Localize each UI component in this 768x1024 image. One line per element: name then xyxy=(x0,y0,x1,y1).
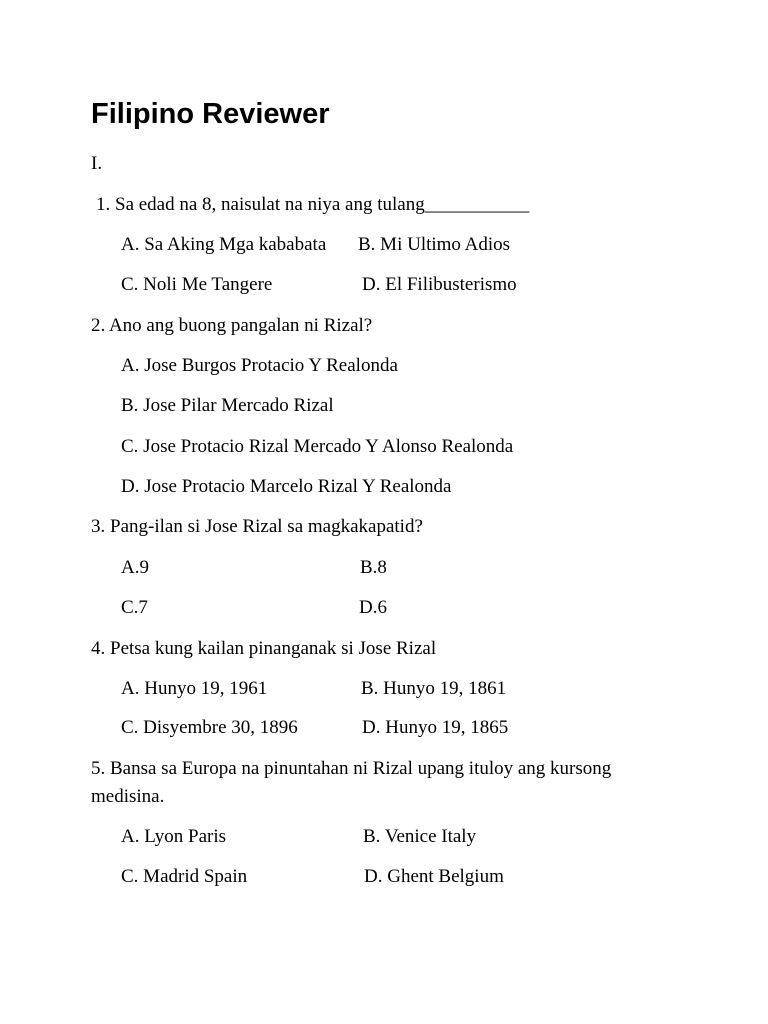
question-number: 2. xyxy=(91,315,106,336)
question-2 xyxy=(91,315,372,337)
choice-3c: C.7 xyxy=(121,597,148,618)
question-number: 5. xyxy=(91,758,106,779)
question-text: Sa edad na 8, naisulat na niya ang tulang___________ xyxy=(115,194,530,215)
section-label: I. xyxy=(91,153,103,174)
choice-5b: B. Venice Italy xyxy=(363,826,477,847)
choice-2a: A. Jose Burgos Protacio Y Realonda xyxy=(121,355,398,376)
question-text: Petsa kung kailan pinanganak si Jose Rizal xyxy=(110,638,437,659)
question-number: 3. xyxy=(91,516,106,537)
choice-3d: D.6 xyxy=(359,597,387,618)
choice-2d: D. Jose Protacio Marcelo Rizal Y Realonda xyxy=(121,476,452,497)
choice-4b: B. Hunyo 19, 1861 xyxy=(361,678,507,699)
question-text: Pang-ilan si Jose Rizal sa magkakapatid? xyxy=(110,516,423,537)
choice-1b: B. Mi Ultimo Adios xyxy=(358,234,511,255)
question-4 xyxy=(91,638,436,660)
choice-1a: A. Sa Aking Mga kababata xyxy=(121,234,327,255)
choice-2c: C. Jose Protacio Rizal Mercado Y Alonso Realonda xyxy=(121,436,514,457)
question-number: 4. xyxy=(91,638,106,659)
choice-4d: D. Hunyo 19, 1865 xyxy=(362,717,509,738)
question-text: Ano ang buong pangalan ni Rizal? xyxy=(108,315,373,336)
question-number: 1. xyxy=(96,194,111,215)
choice-5a: A. Lyon Paris xyxy=(121,826,227,847)
question-3 xyxy=(91,516,423,538)
page-title: Filipino Reviewer xyxy=(91,98,330,130)
choice-3a: A.9 xyxy=(121,557,149,578)
question-1 xyxy=(96,194,529,216)
question-5 xyxy=(91,755,651,811)
choice-1c: C. Noli Me Tangere xyxy=(121,274,273,295)
choice-2b: B. Jose Pilar Mercado Rizal xyxy=(121,395,334,416)
question-text: Bansa sa Europa na pinuntahan ni Rizal upang ituloy ang kursong medisina. xyxy=(91,758,612,807)
choice-3b: B.8 xyxy=(360,557,387,578)
choice-5d: D. Ghent Belgium xyxy=(364,866,504,887)
choice-1d: D. El Filibusterismo xyxy=(362,274,517,295)
choice-5c: C. Madrid Spain xyxy=(121,866,248,887)
choice-4a: A. Hunyo 19, 1961 xyxy=(121,678,268,699)
choice-4c: C. Disyembre 30, 1896 xyxy=(121,717,298,738)
